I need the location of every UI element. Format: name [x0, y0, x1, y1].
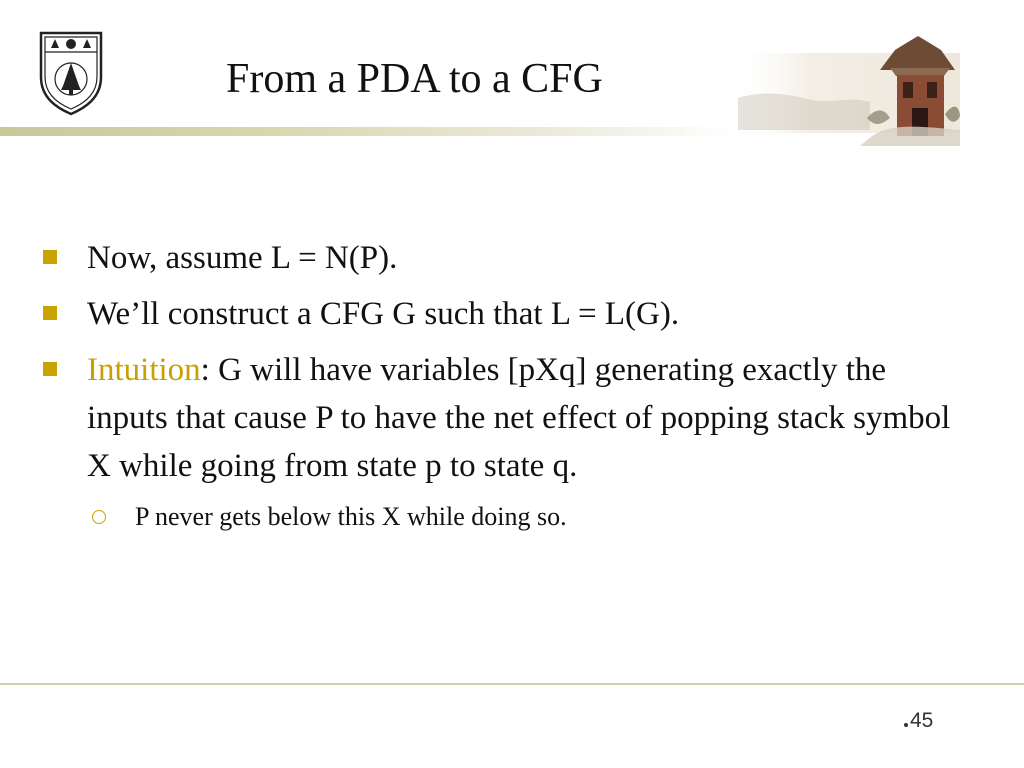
university-crest-icon — [35, 30, 107, 116]
header-divider — [0, 127, 735, 136]
circle-bullet-icon — [92, 510, 106, 524]
bullet-item — [35, 346, 970, 490]
slide-title: From a PDA to a CFG — [226, 56, 603, 102]
bullet-item — [35, 234, 970, 282]
bullet-text: We’ll construct a CFG G such that L = L(G). — [87, 296, 680, 332]
page-number: 45 — [910, 709, 934, 732]
slide-content — [35, 234, 970, 536]
footer-divider — [0, 683, 1024, 685]
bullet-text: : G will have variables [pXq] generating exactly the inputs that cause P to have the net effect of popping stack symbol X while going from state p to state q. — [87, 352, 951, 484]
bell-tower-icon — [730, 18, 960, 146]
square-bullet-icon — [43, 362, 57, 376]
subbullet-text: P never gets below this X while doing so. — [135, 502, 567, 531]
intuition-label: Intuition — [87, 352, 201, 388]
bullet-text: Now, assume L = N(P). — [87, 240, 398, 276]
square-bullet-icon — [43, 306, 57, 320]
university-logo — [35, 30, 107, 116]
bell-tower-decoration — [730, 18, 960, 146]
square-bullet-icon — [43, 250, 57, 264]
page-dot-icon — [904, 723, 908, 727]
subbullet-item — [35, 498, 970, 536]
bullet-item — [35, 290, 970, 338]
